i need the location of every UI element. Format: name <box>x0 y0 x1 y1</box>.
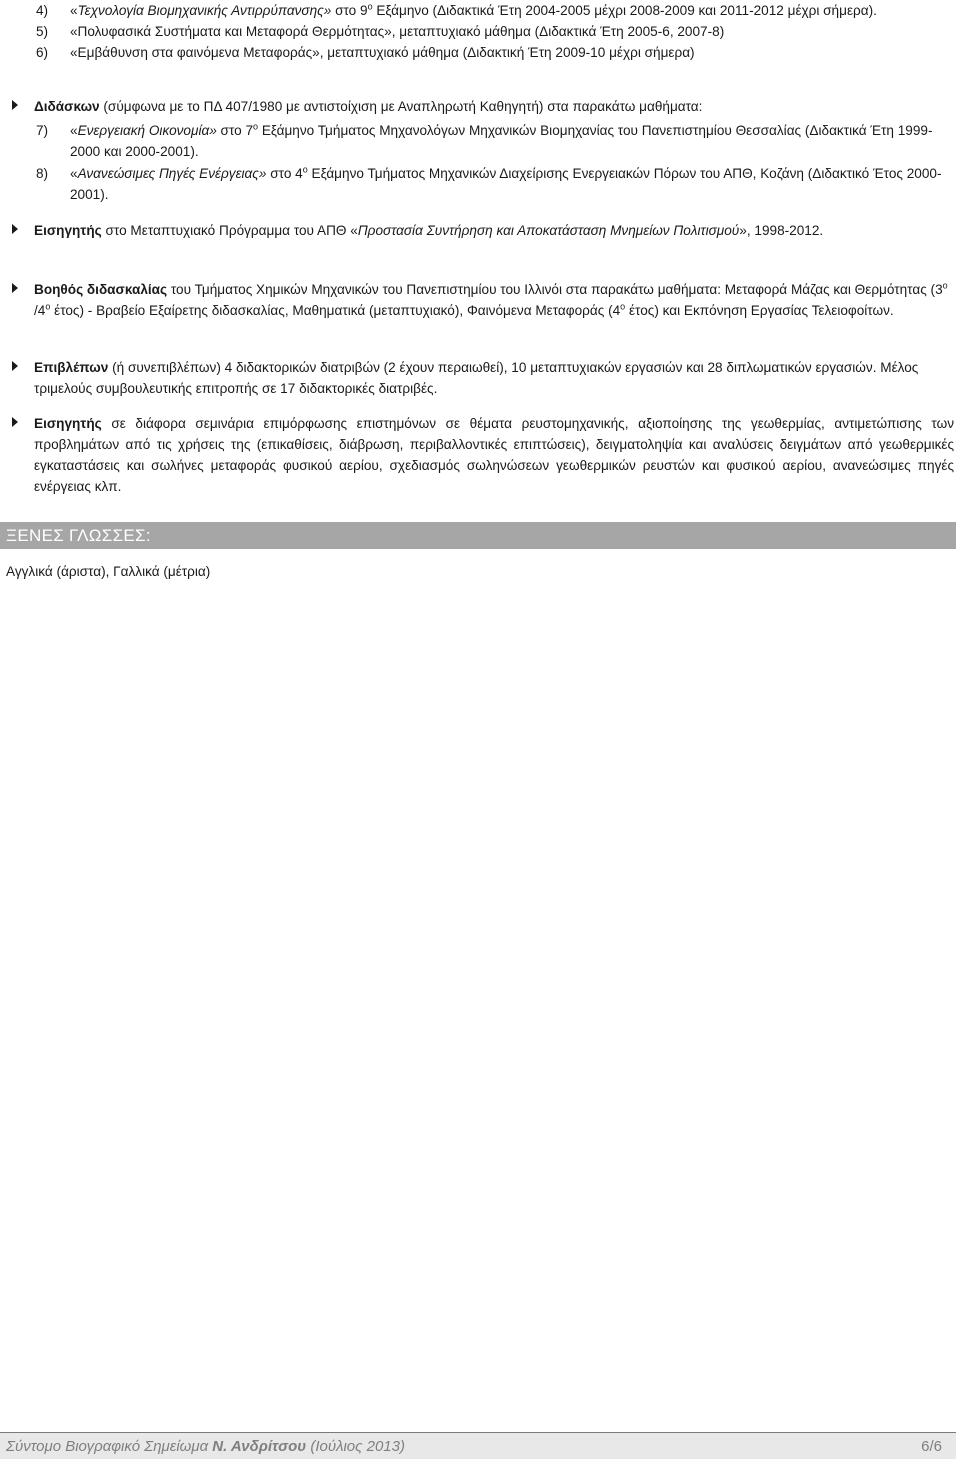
list-item <box>36 120 956 162</box>
teaching-bullet <box>0 96 958 117</box>
course-list-teaching <box>36 120 956 205</box>
course-title: Τεχνολογία Βιομηχανικής Αντιρρύπανσης» <box>77 3 332 18</box>
item-number: 4) <box>36 3 49 18</box>
languages-text: Αγγλικά (άριστα), Γαλλικά (μέτρια) <box>6 564 211 579</box>
item-number: 7) <box>36 123 49 138</box>
page-footer <box>0 1432 956 1459</box>
arrow-bullet-icon <box>12 361 18 371</box>
bullet-text: Εισηγητής στο Μεταπτυχιακό Πρόγραμμα του ΑΠΘ «Προστασία Συντήρηση και Αποκατάσταση Μνημείων Πολιτισμού», 1998-2012. <box>34 223 824 238</box>
footer-title: Σύντομο Βιογραφικό Σημείωμα Ν. Ανδρίτσου (Ιούλιος 2013) <box>6 1438 405 1455</box>
supervisor-bullet <box>0 357 958 399</box>
item-text: «Πολυφασικά Συστήματα και Μεταφορά Θερμότητας», μεταπτυχιακό μάθημα (Διδακτικά Έτη 2005-6, 2007-8) <box>70 24 725 39</box>
list-item <box>36 163 956 205</box>
bullet-text: Διδάσκων (σύμφωνα με το ΠΔ 407/1980 με αντιστοίχιση με Αναπληρωτή Καθηγητή) στα παρακάτω μαθήματα: <box>34 99 703 114</box>
bullet-text: Επιβλέπων (ή συνεπιβλέπων) 4 διδακτορικών διατριβών (2 έχουν περαιωθεί), 10 μεταπτυχιακών εργασιών και 28 διπλωματικών εργασιών. Μέλος τριμελούς συμβουλευτικής επιτροπής σε 17 διδακτορικές διατριβές. <box>34 360 919 396</box>
rapporteur-program-bullet <box>0 220 958 241</box>
course-list-top <box>36 0 956 63</box>
list-item <box>36 0 956 21</box>
course-title: Ανανεώσιμες Πηγές Ενέργειας» <box>77 166 267 181</box>
item-text: «Ενεργειακή Οικονομία» στο $7^o$ Εξάμηνο Τμήματος Μηχανολόγων Μηχανικών Βιομηχανίας του Πανεπιστημίου Θεσσαλίας (Διδακτικά Έτη 1999-2000 και 2000-2001). <box>70 121 933 159</box>
list-item <box>36 42 956 63</box>
item-number: 6) <box>36 45 49 60</box>
item-text: «Τεχνολογία Βιομηχανικής Αντιρρύπανσης» στο $9^o$ Εξάμηνο (Διδακτικά Έτη 2004-2005 μέχρι 2008-2009 και 2011-2012 μέχρι σήμερα). <box>70 1 877 18</box>
list-item <box>36 21 956 42</box>
page-number: 6/6 <box>921 1438 942 1455</box>
section-header-languages: ΞΕΝΕΣ ΓΛΩΣΣΕΣ: <box>0 522 956 549</box>
item-text: «Εμβάθυνση στα φαινόμενα Μεταφοράς», μεταπτυχιακό μάθημα (Διδακτική Έτη 2009-10 μέχρι σήμερα) <box>70 45 695 60</box>
arrow-bullet-icon <box>12 100 18 110</box>
item-number: 8) <box>36 166 49 181</box>
arrow-bullet-icon <box>12 283 18 293</box>
teaching-assistant-bullet <box>0 279 958 321</box>
arrow-bullet-icon <box>12 417 18 427</box>
arrow-bullet-icon <box>12 224 18 234</box>
bullet-text: Βοηθός διδασκαλίας του Τμήματος Χημικών Μηχανικών του Πανεπιστημίου του Ιλλινόι στα παρακάτω μαθήματα: Μεταφορά Μάζας και Θερμότητας ($3^o$ $/4^o$ έτος) - Βραβείο Εξαίρετης διδασκαλίας, Μαθηματικά (μεταπτυχιακό), Φαινόμενα Μεταφοράς ($4^o$ έτος) και Εκπόνηση Εργασίας Τελειοφοίτων. <box>34 280 948 318</box>
item-number: 5) <box>36 24 49 39</box>
course-title: Ενεργειακή Οικονομία» <box>77 123 217 138</box>
seminars-bullet <box>0 413 958 497</box>
bullet-text: Εισηγητής σε διάφορα σεμινάρια επιμόρφωσης επιστημόνων σε θέματα ρευστομηχανικής, αξιοποίησης της γεωθερμίας, αντιμετώπισης των προβλημάτων από τις χρήσεις της (επικαθίσεις, διάβρωση, περιβαλλοντικές επιπτώσεις), δειγματοληψία και αναλύσεις δειγμάτων από γεωθερμικές εγκαταστάσεις και σωλήνες μεταφοράς φυσικού αερίου, σχεδιασμός σωληνώσεων γεωθερμικών ρευστών και φυσικού αερίου, ανανεώσιμες πηγές ενέργειας κλπ. <box>34 416 954 494</box>
item-text: «Ανανεώσιμες Πηγές Ενέργειας» στο $4^o$ Εξάμηνο Τμήματος Μηχανικών Διαχείρισης Ενεργειακών Πόρων του ΑΠΘ, Κοζάνη (Διδακτικό Έτος 2000-2001). <box>70 164 942 202</box>
